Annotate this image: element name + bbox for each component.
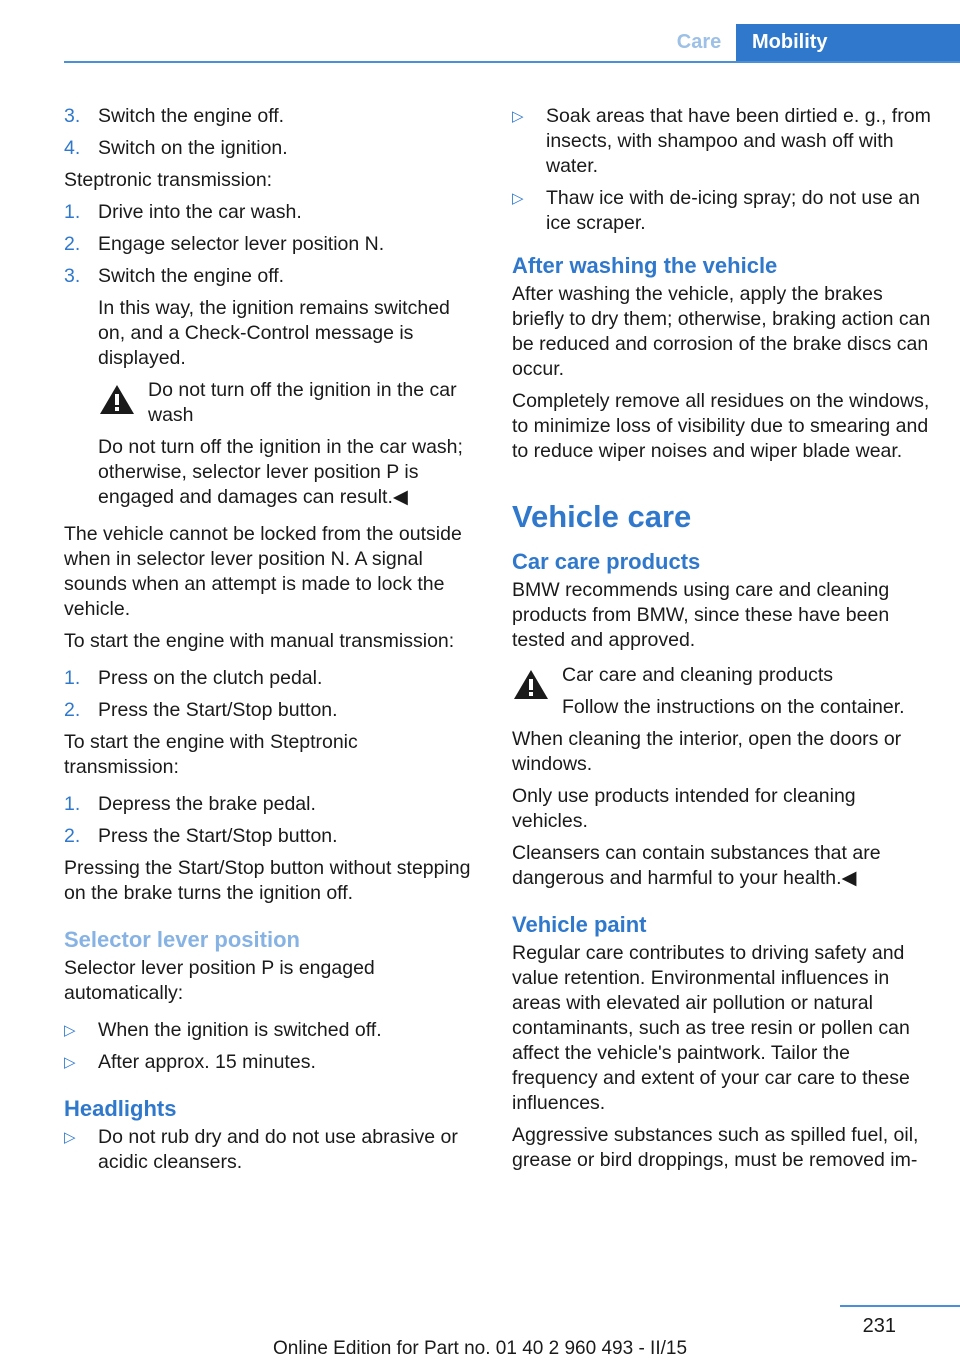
warning-title: Car care and cleaning products bbox=[562, 664, 833, 686]
list-item: 4. Switch on the ignition. bbox=[64, 137, 288, 159]
bullet-triangle-icon: ▷ bbox=[64, 1022, 76, 1039]
paragraph: Completely remove all residues on the windows, to minimize loss of visibility due to smearing and to reduce wiper noises and wiper blade wear. bbox=[512, 390, 930, 462]
list-item: ▷ After approx. 15 minutes. bbox=[64, 1051, 316, 1073]
list-item: 2. Press the Start/Stop button. bbox=[64, 699, 338, 721]
list-item: ▷ Do not rub dry and do not use abrasive or acidic cleansers. bbox=[64, 1126, 458, 1173]
warning-title: Do not turn off the ignition in the car wash bbox=[148, 379, 457, 426]
list-item: 1. Press on the clutch pedal. bbox=[64, 667, 323, 689]
paragraph: BMW recommends using care and cleaning products from BMW, since these have been tested and approved. bbox=[512, 579, 890, 651]
paragraph: Selector lever position P is engaged automatically: bbox=[64, 957, 375, 1004]
tab-care[interactable]: Care bbox=[676, 31, 722, 53]
heading-selector-lever: Selector lever position bbox=[64, 927, 300, 952]
paragraph: Only use products intended for cleaning vehicles. bbox=[512, 785, 856, 832]
list-item: ▷ When the ignition is switched off. bbox=[64, 1019, 382, 1041]
list-item: 1. Drive into the car wash. bbox=[64, 201, 302, 223]
list-item: 2. Press the Start/Stop button. bbox=[64, 825, 338, 847]
heading-vehicle-care: Vehicle care bbox=[512, 499, 692, 534]
list-item: 2. Engage selector lever position N. bbox=[64, 233, 385, 255]
paragraph: Cleansers can contain substances that are dangerous and harmful to your health.◀ bbox=[512, 842, 881, 889]
paragraph: The vehicle cannot be locked from the outside when in selector lever position N. A signal sounds when an attempt is made to lock the vehicle. bbox=[64, 523, 462, 620]
warning-block bbox=[512, 663, 932, 720]
bullet-triangle-icon: ▷ bbox=[64, 1129, 76, 1146]
bullet-triangle-icon: ▷ bbox=[512, 190, 524, 207]
warning-icon bbox=[512, 663, 562, 720]
list-item: ▷ Soak areas that have been dirtied e. g., from insects, with shampoo and wash off with water. bbox=[512, 105, 931, 177]
bullet-triangle-icon: ▷ bbox=[512, 108, 524, 125]
paragraph: Pressing the Start/Stop button without stepping on the brake turns the ignition off. bbox=[64, 857, 471, 904]
page-number: 231 bbox=[862, 1315, 896, 1337]
paragraph: Aggressive substances such as spilled fuel, oil, grease or bird droppings, must be removed im- bbox=[512, 1124, 919, 1171]
bullet-triangle-icon: ▷ bbox=[64, 1054, 76, 1071]
list-item: ▷ Thaw ice with de-icing spray; do not use an ice scraper. bbox=[512, 187, 920, 234]
warning-body: Follow the instructions on the container. bbox=[562, 696, 905, 718]
edition-footer: Online Edition for Part no. 01 40 2 960 493 - II/15 bbox=[272, 1338, 688, 1359]
list-item: 1. Depress the brake pedal. bbox=[64, 793, 316, 815]
heading-vehicle-paint: Vehicle paint bbox=[512, 912, 647, 937]
warning-block bbox=[98, 378, 476, 428]
right-column bbox=[512, 104, 932, 1180]
list-item: 3. Switch the engine off. bbox=[64, 265, 285, 287]
steptronic-label: Steptronic transmission: bbox=[64, 169, 273, 191]
header-rule bbox=[64, 61, 960, 63]
footer-rule bbox=[840, 1305, 960, 1307]
warning-icon bbox=[98, 378, 148, 428]
warning-body: Do not turn off the ignition in the car wash; otherwise, selector lever position P is engaged and damages can result.◀ bbox=[98, 436, 463, 508]
list-item: 3. Switch the engine off. bbox=[64, 105, 285, 127]
tab-mobility[interactable]: Mobility bbox=[736, 24, 960, 61]
left-column bbox=[64, 104, 476, 1182]
paragraph: To start the engine with Steptronic transmission: bbox=[64, 731, 358, 778]
heading-after-washing: After washing the vehicle bbox=[512, 253, 778, 278]
paragraph: Regular care contributes to driving safety and value retention. Environmental influences in areas with elevated air pollution or natural contaminants, such as tree resin or pollen can affect the vehicle's paintwork. Tailor the frequency and extent of your car care to these influences. bbox=[512, 942, 910, 1114]
heading-car-care-products: Car care products bbox=[512, 549, 701, 574]
paragraph: To start the engine with manual transmission: bbox=[64, 630, 455, 652]
list-note: In this way, the ignition remains switched on, and a Check-Control message is displayed. bbox=[98, 297, 450, 369]
paragraph: When cleaning the interior, open the doors or windows. bbox=[512, 728, 902, 775]
heading-headlights: Headlights bbox=[64, 1096, 177, 1121]
paragraph: After washing the vehicle, apply the brakes briefly to dry them; otherwise, braking action can be reduced and corrosion of the brake discs can occur. bbox=[512, 283, 931, 380]
